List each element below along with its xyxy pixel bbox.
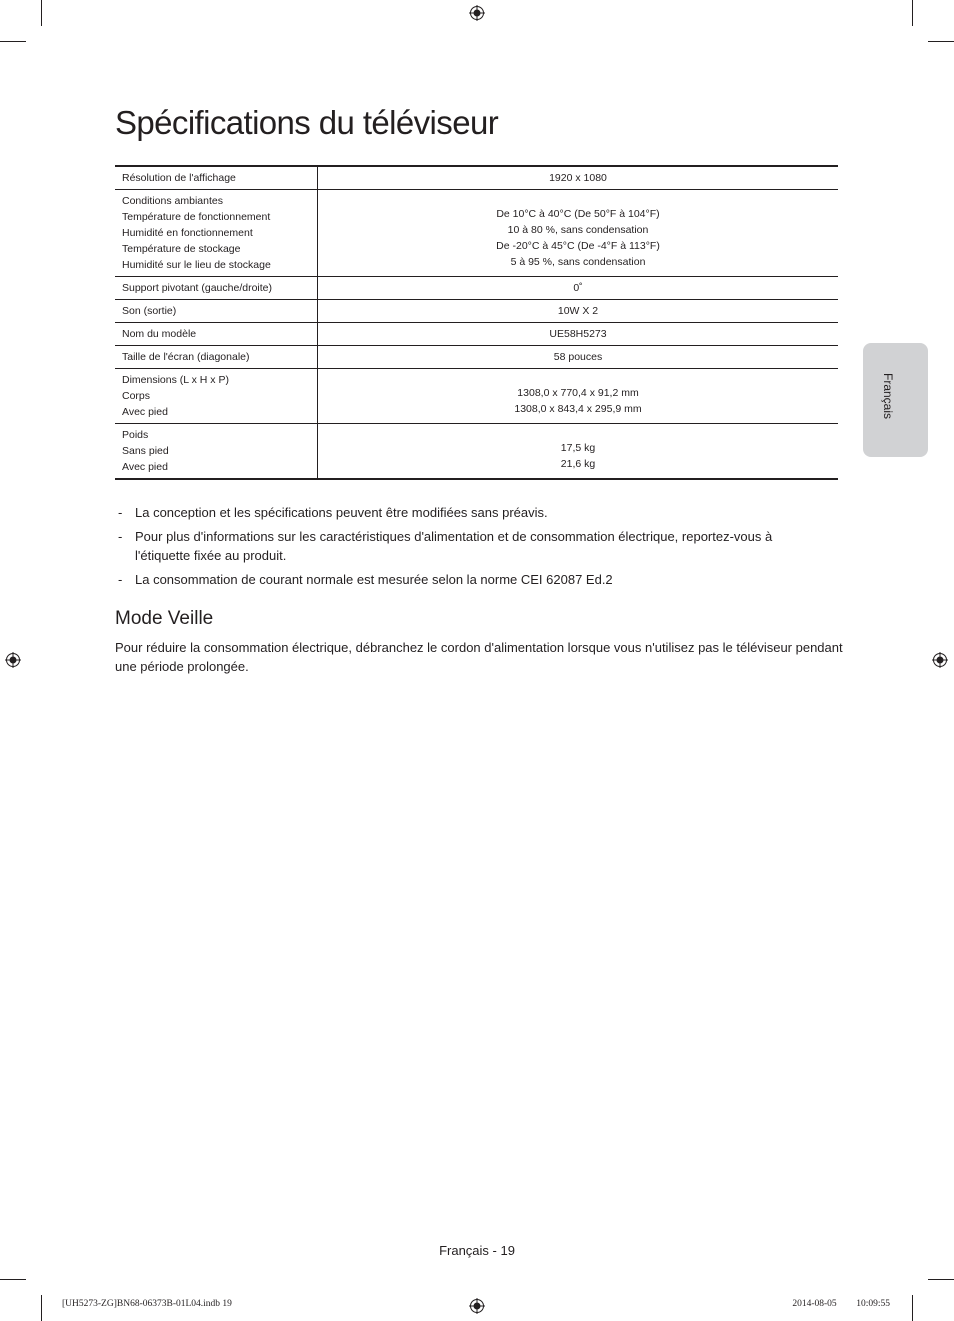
spec-row [115, 424, 838, 480]
spec-label-cell [115, 424, 318, 480]
spec-row [115, 166, 838, 190]
spec-value: 1920 x 1080 [549, 172, 607, 184]
spec-value: De -20°C à 45°C (De -4°F à 113°F) [496, 239, 660, 252]
spec-value-cell [318, 277, 839, 300]
spec-table-body [115, 166, 838, 479]
spec-value: UE58H5273 [549, 328, 607, 340]
spec-value: 0˚ [573, 282, 583, 294]
spec-label-cell [115, 166, 318, 190]
spec-label: Corps [122, 390, 151, 402]
spec-value-cell [318, 369, 839, 424]
spec-label: Résolution de l'affichage [122, 172, 236, 184]
spec-value: 17,5 kg [560, 441, 596, 454]
page-number: Français - 19 [439, 1243, 515, 1258]
spec-label: Dimensions (L x H x P) [122, 374, 229, 386]
spec-value: 1308,0 x 770,4 x 91,2 mm [517, 386, 639, 399]
standby-heading: Mode Veille [115, 608, 214, 629]
notes-list [115, 503, 805, 594]
spec-label: Taille de l'écran (diagonale) [122, 351, 250, 363]
spec-label-cell [115, 190, 318, 277]
print-footer-timestamp: 2014-08-05 ￿￿ 10:09:55 [792, 1299, 890, 1309]
note-text: La conception et les spécifications peuvent être modifiées sans préavis. [135, 505, 548, 520]
crop-mark [912, 0, 913, 26]
spec-label-cell [115, 346, 318, 369]
spec-label: Humidité sur le lieu de stockage [122, 259, 271, 271]
spec-value-spacer [325, 431, 831, 440]
spec-value-cell [318, 166, 839, 190]
spec-row [115, 323, 838, 346]
spec-label: Nom du modèle [122, 328, 197, 340]
print-footer-file: [UH5273-ZG]BN68-06373B-01L04.indb 19 [62, 1299, 232, 1309]
spec-row [115, 300, 838, 323]
spec-value: 58 pouces [553, 351, 603, 363]
spec-label: Support pivotant (gauche/droite) [122, 282, 273, 294]
spec-label: Avec pied [122, 461, 168, 473]
spec-value: 5 à 95 %, sans condensation [510, 255, 646, 268]
spec-label-cell [115, 369, 318, 424]
note-text: La consommation de courant normale est mesurée selon la norme CEI 62087 Ed.2 [135, 572, 613, 587]
spec-label-cell [115, 277, 318, 300]
spec-value: 1308,0 x 843,4 x 295,9 mm [514, 402, 642, 415]
crop-mark [41, 0, 42, 26]
spec-row [115, 190, 838, 277]
spec-value-cell [318, 424, 839, 480]
spec-value-cell [318, 346, 839, 369]
note-text: Pour plus d'informations sur les caractéristiques d'alimentation et de consommation électrique, reportez-vous à l'étiquette fixée au produit. [135, 529, 773, 563]
spec-value: 21,6 kg [560, 457, 596, 470]
crop-mark [912, 1295, 913, 1321]
page-title: Spécifications du téléviseur [115, 104, 499, 141]
crop-mark [0, 41, 26, 42]
spec-value: 10W X 2 [557, 305, 599, 317]
standby-text: Pour réduire la consommation électrique, débranchez le cordon d'alimentation lorsque vous n'utilisez pas le téléviseur pendant une période prolongée. [115, 640, 843, 674]
spec-value-spacer [325, 376, 831, 385]
spec-value: 10 à 80 %, sans condensation [507, 223, 649, 236]
spec-label: Sans pied [122, 445, 169, 457]
spec-value-cell [318, 323, 839, 346]
spec-table [115, 165, 838, 480]
spec-row [115, 369, 838, 424]
note-item [115, 570, 805, 589]
spec-row [115, 277, 838, 300]
registration-mark-icon [932, 652, 948, 668]
language-side-tab-label: Français [881, 373, 895, 420]
spec-label-cell [115, 323, 318, 346]
spec-label-cell [115, 300, 318, 323]
spec-label: Son (sortie) [122, 305, 177, 317]
crop-mark [41, 1295, 42, 1321]
spec-label: Avec pied [122, 406, 168, 418]
spec-label: Humidité en fonctionnement [122, 227, 253, 239]
note-bullet: - [118, 505, 123, 520]
registration-mark-icon [469, 1298, 485, 1314]
language-side-tab [863, 343, 928, 457]
spec-label: Poids [122, 429, 149, 441]
spec-value-spacer [325, 197, 831, 206]
note-item [115, 503, 805, 522]
note-item [115, 527, 805, 565]
spec-value: De 10°C à 40°C (De 50°F à 104°F) [496, 207, 660, 220]
spec-value-cell [318, 300, 839, 323]
note-bullet: - [118, 572, 123, 587]
registration-mark-icon [5, 652, 21, 668]
note-bullet: - [118, 529, 123, 544]
spec-value-cell [318, 190, 839, 277]
spec-label: Température de stockage [122, 243, 241, 255]
spec-label: Température de fonctionnement [122, 211, 271, 223]
spec-row [115, 346, 838, 369]
spec-label: Conditions ambiantes [122, 195, 223, 207]
crop-mark [0, 1279, 26, 1280]
crop-mark [928, 41, 954, 42]
registration-mark-icon [469, 5, 485, 21]
crop-mark [928, 1279, 954, 1280]
